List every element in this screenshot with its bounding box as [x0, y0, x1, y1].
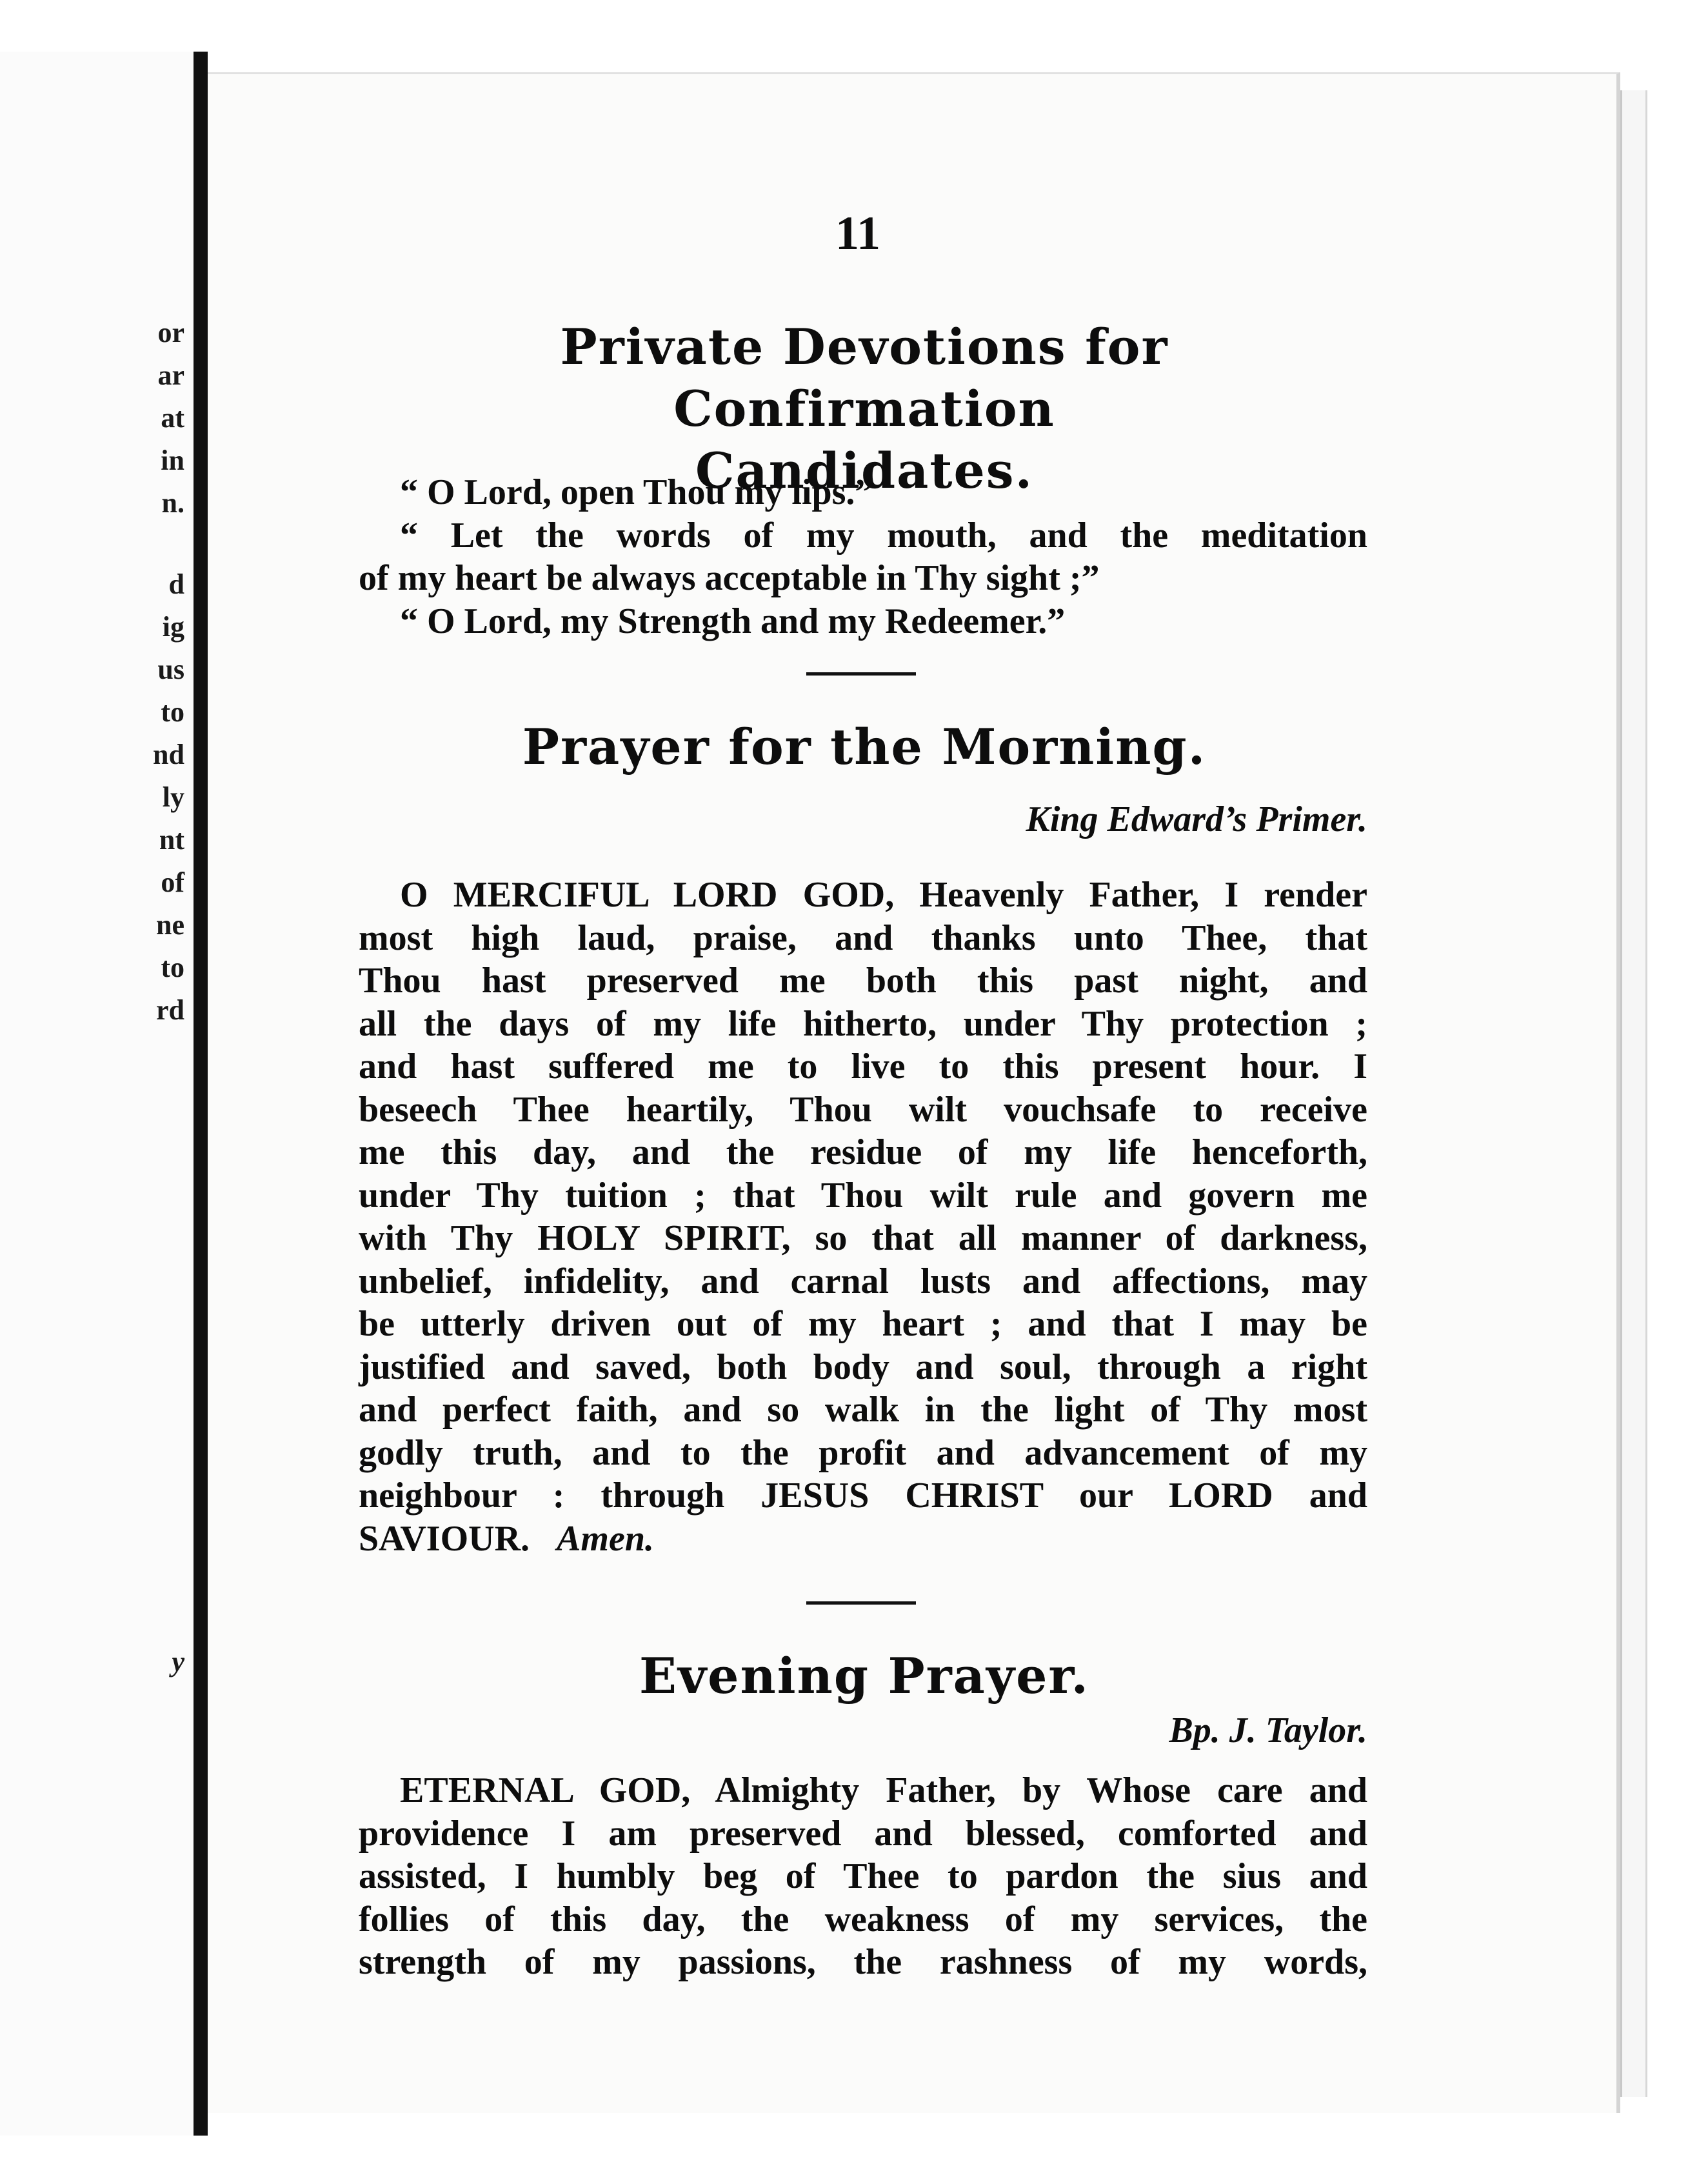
margin-fragment: to [161, 696, 184, 728]
prayer-line: neighbour : through JESUS CHRIST our LORD and [359, 1476, 1367, 1516]
section-divider [806, 1601, 916, 1605]
margin-fragment: rd [156, 994, 184, 1026]
heading-line-1: Private Devotions for Confirmation [560, 318, 1169, 437]
margin-fragment: y [172, 1646, 184, 1677]
prayer-line: justified and saved, both body and soul, through a right [359, 1347, 1367, 1387]
book-binding [194, 52, 208, 2136]
morning-prayer-heading: Prayer for the Morning. [522, 718, 1207, 776]
prayer-line: under Thy tuition ; that Thou wilt rule and govern me [359, 1175, 1367, 1216]
prayer-line: assisted, I humbly beg of Thee to pardon the sius and [359, 1856, 1367, 1896]
facing-page-fragment [0, 52, 196, 2136]
prayer-line: most high laud, praise, and thanks unto Thee, that [359, 917, 1367, 958]
evening-prayer-heading: Evening Prayer. [639, 1647, 1089, 1705]
margin-fragment: d [168, 568, 184, 600]
margin-fragment: n. [161, 487, 184, 519]
evening-attribution: Bp. J. Taylor. [1169, 1710, 1367, 1750]
evening-prayer-text [359, 1769, 1367, 1984]
prayer-line: providence I am preserved and blessed, comforted and [359, 1813, 1367, 1854]
verse-line: “ O Lord, my Strength and my Redeemer.” [400, 601, 1066, 641]
prayer-line: ETERNAL GOD, Almighty Father, by Whose care and [400, 1770, 1367, 1810]
prayer-line: with Thy HOLY SPIRIT, so that all manner of darkness, [359, 1218, 1367, 1258]
margin-fragment: in [161, 445, 184, 476]
prayer-line: O MERCIFUL LORD GOD, Heavenly Father, I render [400, 875, 1367, 915]
morning-prayer-text [359, 874, 1367, 1560]
verse-line: “ Let the words of my mouth, and the meditation [400, 515, 1367, 556]
margin-fragment: ly [162, 781, 184, 813]
margin-fragment: at [161, 402, 184, 434]
margin-fragment: nt [159, 824, 184, 856]
morning-attribution: King Edward’s Primer. [1026, 799, 1367, 839]
prayer-line: godly truth, and to the profit and advancement of my [359, 1432, 1367, 1473]
margin-fragment: ar [157, 359, 184, 391]
prayer-line: strength of my passions, the rashness of my words, [359, 1942, 1367, 1982]
margin-fragment: or [157, 317, 184, 348]
section-divider [806, 672, 916, 676]
prayer-last-line [359, 1517, 1367, 1561]
page-edge [1620, 90, 1647, 2097]
margin-fragment: to [161, 952, 184, 983]
prayer-line: Thou hast preserved me both this past night, and [359, 961, 1367, 1001]
prayer-line: beseech Thee heartily, Thou wilt vouchsafe to receive [359, 1089, 1367, 1130]
amen-text: Amen. [557, 1518, 654, 1559]
page-number: 11 [835, 207, 880, 260]
prayer-line: and hast suffered me to live to this present hour. I [359, 1046, 1367, 1086]
margin-fragment: of [161, 866, 184, 898]
prayer-line: unbelief, infidelity, and carnal lusts and affections, may [359, 1261, 1367, 1301]
prayer-line: and perfect faith, and so walk in the light of Thy most [359, 1390, 1367, 1430]
prayer-line: be utterly driven out of my heart ; and that I may be [359, 1304, 1367, 1344]
margin-fragment: ig [162, 611, 184, 643]
margin-fragment: us [157, 654, 184, 685]
prayer-line: me this day, and the residue of my life henceforth, [359, 1132, 1367, 1172]
heading-line-2: Candidates. [695, 442, 1034, 499]
prayer-line: SAVIOUR. [359, 1518, 530, 1559]
margin-fragment: nd [153, 739, 184, 770]
prayer-line: all the days of my life hitherto, under Thy protection ; [359, 1003, 1367, 1044]
verse-line: “ O Lord, open Thou my lips.” [400, 472, 873, 512]
margin-fragment: ne [156, 909, 184, 941]
opening-verses [359, 471, 1367, 643]
verse-line: of my heart be always acceptable in Thy sight ;” [359, 558, 1100, 598]
prayer-line: follies of this day, the weakness of my services, the [359, 1899, 1367, 1939]
